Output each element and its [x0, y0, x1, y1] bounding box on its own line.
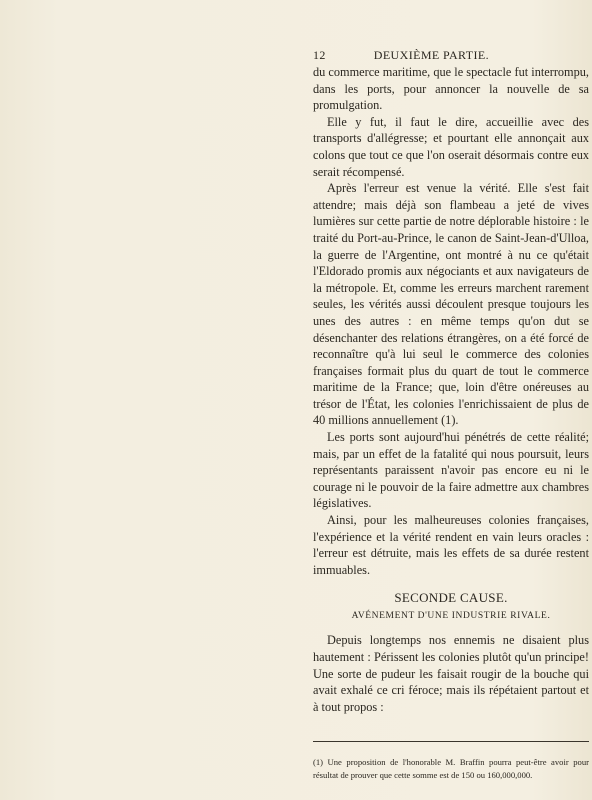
paragraph-4: Les ports sont aujourd'hui pénétrés de cette réalité; mais, par un effet de la fatalité qui nous poursuit, leurs représentants paraissent n'avoir pas encore eu ni le courage ni le pouvoir de la faire admettre aux chambres législatives.	[313, 430, 589, 511]
section-paragraph: Depuis longtemps nos ennemis ne disaient plus hautement : Périssent les colonies plutôt qu'un principe! Une sorte de pudeur les faisait rougir de la bouche qui avait exhalé ce cri féroce; mais ils répétaient partout et à tout propos :	[313, 633, 589, 714]
running-title: DEUXIÈME PARTIE.	[373, 48, 489, 62]
section-subtitle: AVÉNEMENT D'UNE INDUSTRIE RIVALE.	[351, 611, 551, 622]
paragraph-3: Après l'erreur est venue la vérité. Elle s'est fait attendre; mais déjà son flambeau a jeté de vives lumières sur cette partie de notre déplorable histoire : le traité du Port-au-Prince, le canon de Saint-Jean-d'Ulloa, la guerre de l'Argentine, ont montré à nu ce qu'était l'Eldorado promis aux négociants et aux navigateurs de la métropole. Et, comme les erreurs marchent rarement seules, les vérités aussi découlent presque toujours les unes des autres : en même temps qu'on dut se désenchanter des relations étrangères, on a été forcé de reconnaître qu'à lui seul le commerce des colonies françaises formait plus du quart de tout le commerce maritime de la France; que, loin d'être onéreuses au trésor de l'État, les colonies l'enrichissaient de plus de 40 millions annuellement (1).	[313, 181, 589, 428]
paragraph-2: Elle y fut, il faut le dire, accueillie avec des transports d'allégresse; et pourtant elle annonçait aux colons que tout ce que l'on oserait désormais contre eux serait récompensé.	[313, 114, 589, 179]
footnote: (1) Une proposition de l'honorable M. Braffin pourra peut-être avoir pour résultat de prouver que cette somme est de 150 ou 160,000,000.	[313, 757, 589, 781]
section-title: SECONDE CAUSE.	[394, 590, 508, 606]
body-text	[313, 64, 589, 715]
text-column	[313, 48, 589, 782]
running-head	[313, 48, 489, 64]
paragraph-1: du commerce maritime, que le spectacle fut interrompu, dans les ports, pour annoncer la nouvelle de sa promulgation.	[313, 65, 589, 113]
page-number: 12	[313, 48, 326, 62]
footnote-rule	[313, 741, 589, 742]
paragraph-5: Ainsi, pour les malheureuses colonies françaises, l'expérience et la vérité rendent en vain leurs oracles : l'erreur est détruite, mais les effets de sa durée restent immuables.	[313, 513, 589, 577]
